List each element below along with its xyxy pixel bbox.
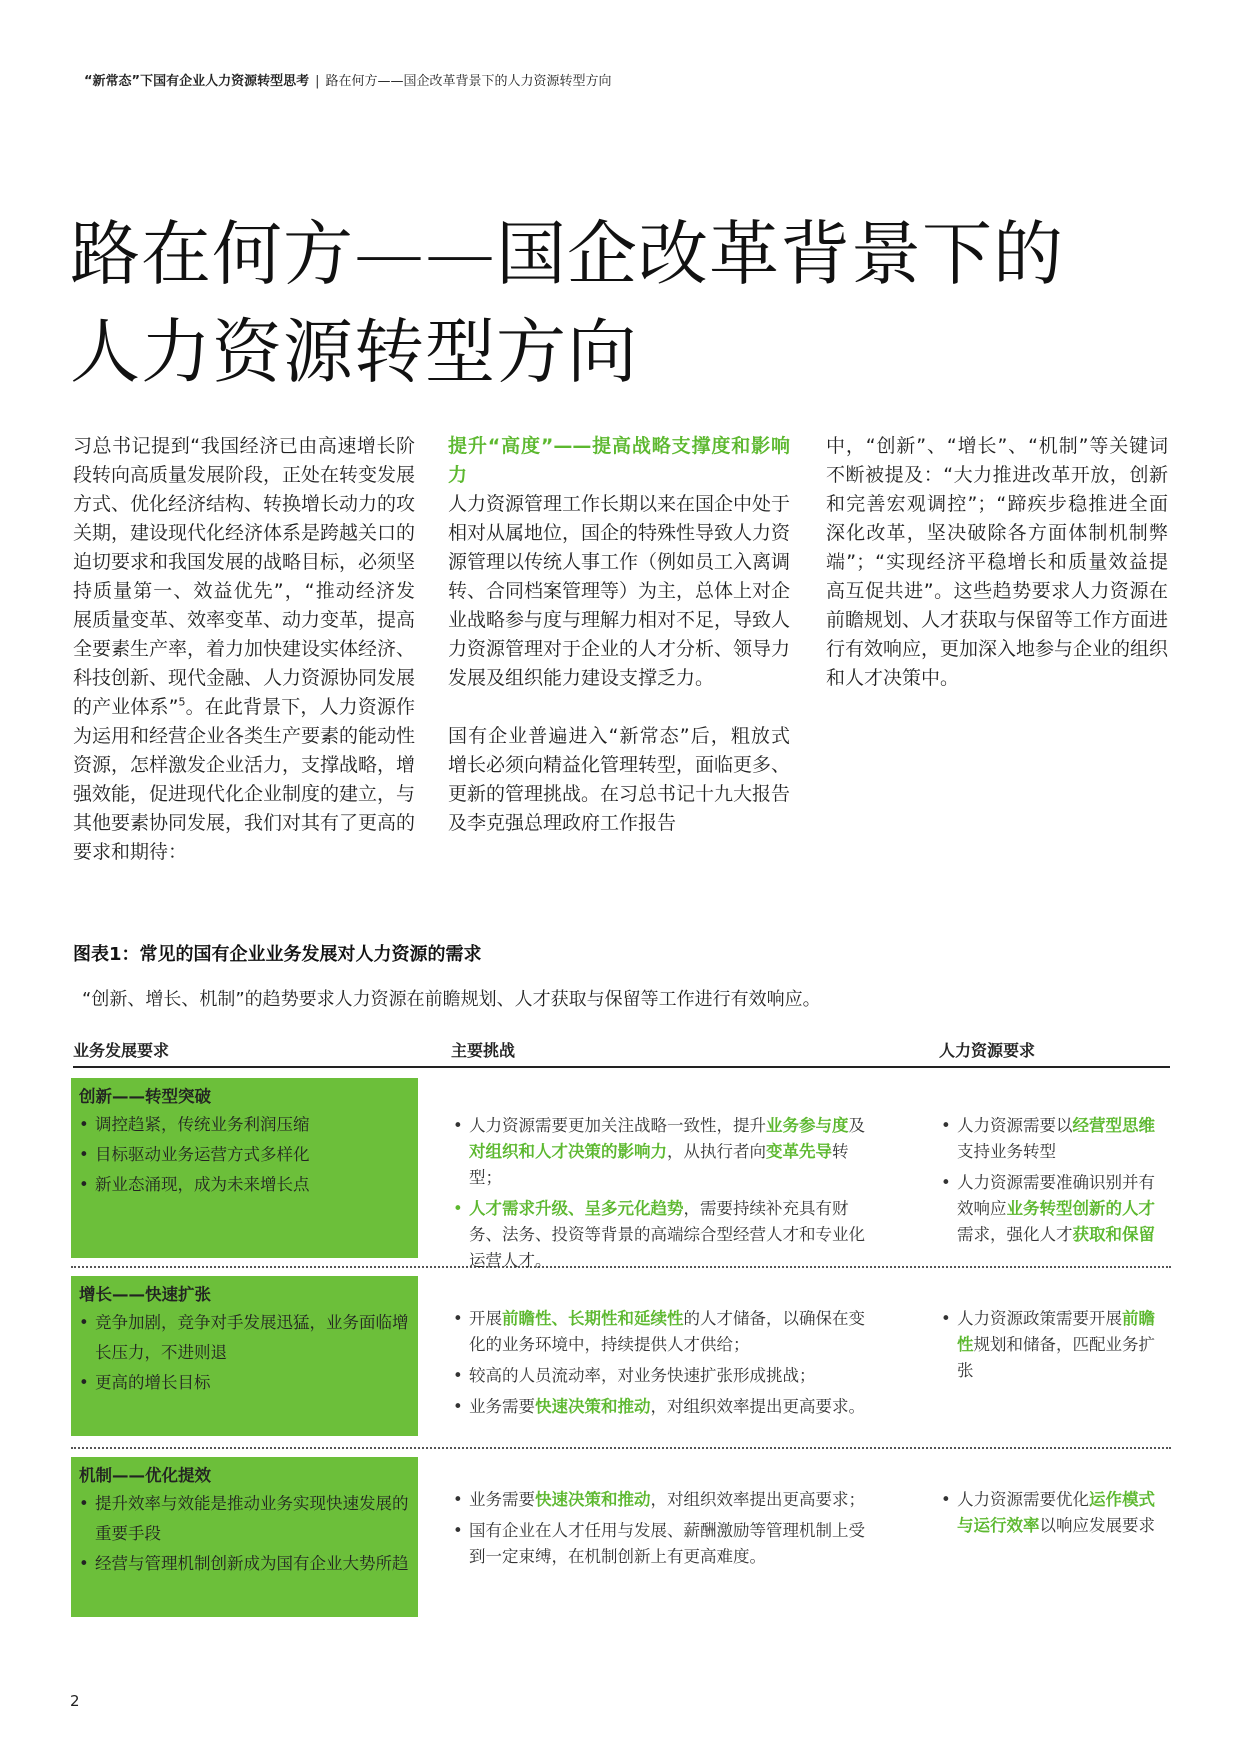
list-item: • 人力资源政策需要开展前瞻性规划和储备，匹配业务扩张 <box>939 1306 1169 1384</box>
hr-requirements-cell <box>939 1306 1169 1389</box>
footnote-ref: 5 <box>178 695 186 709</box>
table-row <box>71 1078 1171 1268</box>
figure-title: 图表1：常见的国有企业业务发展对人力资源的需求 <box>73 944 482 965</box>
figure-subtitle: “创新、增长、机制”的趋势要求人力资源在前瞻规划、人才获取与保留等工作进行有效响应。 <box>82 989 821 1010</box>
list-item: • 经营与管理机制创新成为国有企业大势所趋 <box>79 1549 410 1579</box>
column-header: 主要挑战 <box>451 1041 516 1060</box>
section-title: 路在何方——国企改革背景下的人力资源转型方向 <box>325 74 612 89</box>
hr-requirements-cell <box>939 1487 1169 1544</box>
title-line-1: 路在何方——国企改革背景下的 <box>70 213 1064 295</box>
body-column-1 <box>73 432 415 896</box>
column-header: 人力资源要求 <box>939 1041 1036 1060</box>
requirement-box <box>71 1276 418 1436</box>
list-item: • 调控趋紧，传统业务利润压缩 <box>79 1110 410 1140</box>
requirement-box <box>71 1078 418 1258</box>
requirement-box <box>71 1457 418 1617</box>
list-item: • 竞争加剧，竞争对手发展迅猛，业务面临增长压力，不进则退 <box>79 1308 410 1368</box>
header-separator: | <box>315 74 320 89</box>
title-line-2: 人力资源转型方向 <box>70 311 638 393</box>
box-title: 机制——优化提效 <box>79 1466 211 1485</box>
list-item: • 开展前瞻性、长期性和延续性的人才储备，以确保在变化的业务环境中，持续提供人才供给； <box>451 1306 881 1358</box>
body-column-2 <box>448 432 790 867</box>
box-title: 创新——转型突破 <box>79 1087 211 1106</box>
page-number: 2 <box>70 1692 80 1710</box>
page-title <box>70 205 1170 401</box>
list-item: • 人力资源需要更加关注战略一致性，提升业务参与度及对组织和人才决策的影响力，从执行者向变革先导转型； <box>451 1113 881 1191</box>
paragraph: 国有企业普遍进入“新常态”后，粗放式增长必须向精益化管理转型，面临更多、更新的管理挑战。在习总书记十九大报告及李克强总理政府工作报告 <box>448 725 791 834</box>
challenges-cell <box>451 1113 881 1279</box>
challenges-cell <box>451 1487 881 1575</box>
table-row <box>71 1457 1171 1622</box>
list-item: • 新业态涌现，成为未来增长点 <box>79 1170 410 1200</box>
box-title: 增长——快速扩张 <box>79 1285 211 1304</box>
intro-paragraph: 习总书记提到“我国经济已由高速增长阶段转向高质量发展阶段，正处在转变发展方式、优化经济结构、转换增长动力的攻关期，建设现代化经济体系是跨越关口的迫切要求和我国发展的战略目标，必须坚持质量第一、效益优先”，“推动经济发展质量变革、效率变革、动力变革，提高全要素生产率，着力加快建设实体经济、科技创新、现代金融、人力资源协同发展的产业体系”$^5$。在此背景下，人力资源作为运用和经营企业各类生产要素的能动性资源，怎样激发企业活力，支撑战略，增强效能，促进现代化企业制度的建立，与其他要素协同发展，我们对其有了更高的要求和期待： <box>73 435 416 863</box>
running-header <box>84 70 612 89</box>
list-item: • 更高的增长目标 <box>79 1368 410 1398</box>
column-header: 业务发展要求 <box>73 1041 170 1060</box>
list-item: • 人力资源需要准确识别并有效响应业务转型创新的人才需求，强化人才获取和保留 <box>939 1170 1169 1248</box>
series-title: “新常态”下国有企业人力资源转型思考 <box>84 74 310 89</box>
paragraph: 人力资源管理工作长期以来在国企中处于相对从属地位，国企的特殊性导致人力资源管理以传统人事工作（例如员工入离调转、合同档案管理等）为主，总体上对企业战略参与度与理解力相对不足，导致人力资源管理对于企业的人才分析、领导力发展及组织能力建设支撑乏力。 <box>448 493 791 689</box>
section-heading: 提升“高度”——提高战略支撑度和影响力 <box>448 435 790 486</box>
table-row <box>71 1276 1171 1449</box>
list-item: • 人才需求升级、呈多元化趋势，需要持续补充具有财务、法务、投资等背景的高端综合型经营人才和专业化运营人才。 <box>451 1196 881 1274</box>
list-item: • 业务需要快速决策和推动，对组织效率提出更高要求； <box>451 1487 881 1513</box>
table-header <box>73 1038 1170 1068</box>
body-column-3 <box>826 432 1168 722</box>
list-item: • 较高的人员流动率，对业务快速扩张形成挑战； <box>451 1363 881 1389</box>
list-item: • 业务需要快速决策和推动，对组织效率提出更高要求。 <box>451 1394 881 1420</box>
hr-requirements-cell <box>939 1113 1169 1253</box>
paragraph: 中，“创新”、“增长”、“机制”等关键词不断被提及：“大力推进改革开放，创新和完善宏观调控”；“蹄疾步稳推进全面深化改革，坚决破除各方面体制机制弊端”；“实现经济平稳增长和质量效益提高互促共进”。这些趋势要求人力资源在前瞻规划、人才获取与保留等工作方面进行有效响应，更加深入地参与企业的组织和人才决策中。 <box>826 435 1169 689</box>
list-item: • 人力资源需要优化运作模式与运行效率以响应发展要求 <box>939 1487 1169 1539</box>
list-item: • 提升效率与效能是推动业务实现快速发展的重要手段 <box>79 1489 410 1549</box>
list-item: • 人力资源需要以经营型思维支持业务转型 <box>939 1113 1169 1165</box>
list-item: • 国有企业在人才任用与发展、薪酬激励等管理机制上受到一定束缚，在机制创新上有更高难度。 <box>451 1518 881 1570</box>
list-item: • 目标驱动业务运营方式多样化 <box>79 1140 410 1170</box>
challenges-cell <box>451 1306 881 1425</box>
